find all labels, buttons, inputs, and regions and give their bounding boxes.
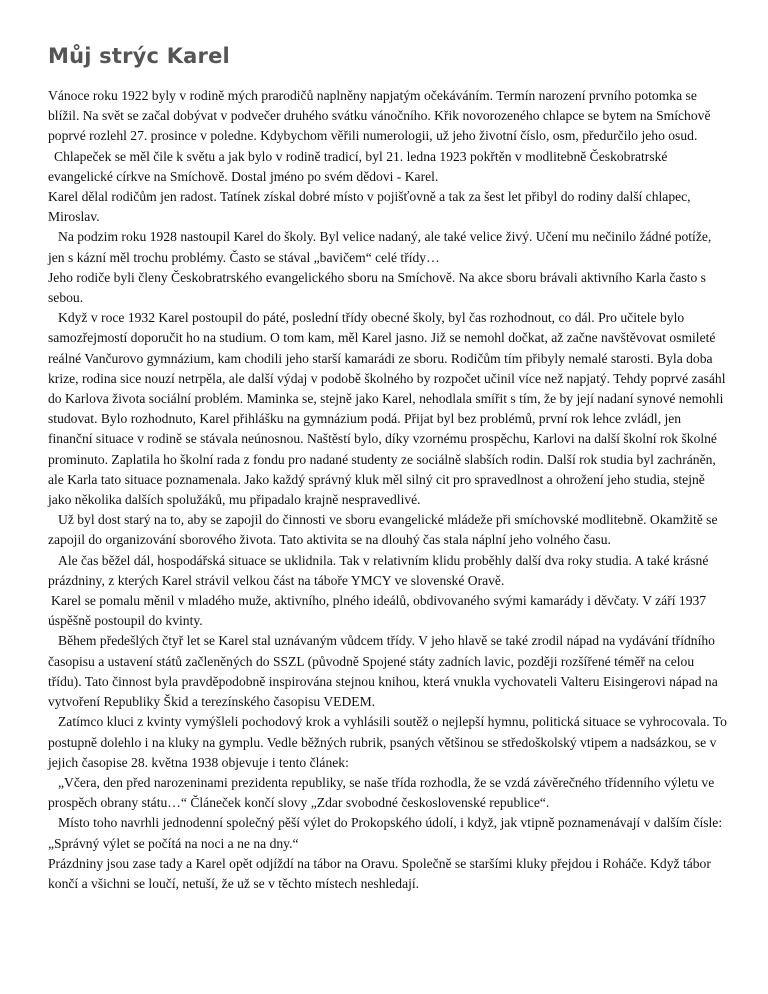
paragraph: Během předešlých čtyř let se Karel stal uznávaným vůdcem třídy. V jeho hlavě se také zrodil nápad na vydávání třídního časopisu a ustavení států začleněných do SSZL (původně Spojené státy zadních lavic, později rozšířené téměř na celou třídu). Tato činnost byla pravděpodobně inspirována stejnou knihou, která vnukla vychovateli Valteru Eisingerovi nápad na vytvoření Republiky Škid a terezínského časopisu VEDEM.	[48, 633, 718, 710]
paragraph: Prázdniny jsou zase tady a Karel opět odjíždí na tábor na Oravu. Společně se staršími kluky přejdou i Roháče. Když tábor končí a všichni se loučí, netuší, že už se v těchto místech neshledají.	[48, 855, 711, 891]
paragraph: Na podzim roku 1928 nastoupil Karel do školy. Byl velice nadaný, ale také velice živý. Učení mu nečinilo žádné potíže, jen s kázní měl trochu problémy. Často se stával „bavičem“ celé třídy…	[48, 229, 712, 265]
paragraph: Jeho rodiče byli členy Českobratrského evangelického sboru na Smíchově. Na akce sboru brávali aktivního Karla často s sebou.	[48, 269, 706, 306]
paragraph: Když v roce 1932 Karel postoupil do páté, poslední třídy obecné školy, byl čas rozhodnout, co dál. Pro učitele bylo samozřejmostí doporučit ho na studium. O tom kam, měl Karel jasno. Již se nemohl dočkat, až začne navštěvovat osmileté reálné Vančurovo gymnázium, kam chodili jeho starší kamarádi ze sboru. Rodičům tím přibyly nemalé starosti. Byla doba krize, rodina sice nouzí netrpěla, ale další výdaj v podobě školného by rozpočet učinil více než napjatý. Tehdy poprvé zasáhl do Karlova života sociální problém. Maminka se, stejně jako Karel, nehodlala smířit s tím, že by její nadaní synové nemohli studovat. Bylo rozhodnuto, Karel přihlášku na gymnázium podá. Přijat byl bez problémů, první rok lehce zvládl, jen finanční situace v rodině se stávala neúnosnou. Naštěstí bylo, díky vzornému prospěchu, Karlovi na další školní rok školné prominuto. Zaplatila ho školní rada z fondu pro nadané studenty ze sociálně slabších rodin. Další rok studia byl zachráněn, ale Karla tato situace poznamenala. Jako každý správný kluk měl silný cit pro spravedlnost a ohrožení jeho studia, stejně jako několika dalších spolužáků, mu připadalo krajně nespravedlivé.	[48, 310, 726, 508]
paragraph: Karel se pomalu měnil v mladého muže, aktivního, plného ideálů, obdivovaného svými kamarády i děvčaty. V září 1937 úspěšně postoupil do kvinty.	[48, 593, 707, 629]
paragraph: „Včera, den před narozeninami prezidenta republiky, se naše třída rozhodla, že se vzdá závěrečného třídenního výletu ve prospěch obrany státu…“ Článeček končí slovy „Zdar svobodné československé republice“.	[48, 774, 715, 811]
paragraph: Vánoce roku 1922 byly v rodině mých prarodičů naplněny napjatým očekáváním. Termín narození prvního potomka se blížil. Na svět se začal dobývat v podvečer druhého svátku vánočního. Křik novorozeného chlapce se bytem na Smíchově poprvé rozlehl 27. prosince v poledne. Kdybychom věřili numerologii, už jeho životní číslo, osm, předurčilo jeho osud.	[48, 88, 711, 144]
paragraph: Chlapeček se měl čile k světu a jak bylo v rodině tradicí, byl 21. ledna 1923 pokřtěn v modlitebně Českobratrské evangelické církve na Smíchově. Dostal jméno po svém dědovi - Karel.	[48, 148, 668, 184]
document-body	[48, 86, 728, 894]
paragraph: Karel dělal rodičům jen radost. Tatínek získal dobré místo v pojišťovně a tak za šest let přibyl do rodiny další chlapec, Miroslav.	[48, 189, 691, 225]
paragraph: Zatímco kluci z kvinty vymýšleli pochodový krok a vyhlásili soutěž o nejlepší hymnu, politická situace se vyhrocovala. To postupně dolehlo i na kluky na gymplu. Vedle běžných rubrik, psaných většinou se středoškolský vtipem a nadsázkou, se v jejich časopise 28. května 1938 objevuje i tento článek:	[48, 714, 727, 770]
document-title: Můj strýc Karel	[48, 44, 230, 68]
paragraph: Místo toho navrhli jednodenní společný pěší výlet do Prokopského údolí, i když, jak vtipně poznamenávají v dalším čísle: „Správný výlet se počítá na noci a ne na dny.“	[48, 815, 723, 851]
paragraph: Ale čas běžel dál, hospodářská situace se uklidnila. Tak v relativním klidu proběhly další dva roky studia. A také krásné prázdniny, z kterých Karel strávil velkou část na táboře YMCY ve slovenské Oravě.	[48, 552, 709, 588]
paragraph: Už byl dost starý na to, aby se zapojil do činnosti ve sboru evangelické mládeže při smíchovské modlitebně. Okamžitě se zapojil do organizování sborového života. Tato aktivita se na dlouhý čas stala náplní jeho volného času.	[48, 512, 718, 548]
